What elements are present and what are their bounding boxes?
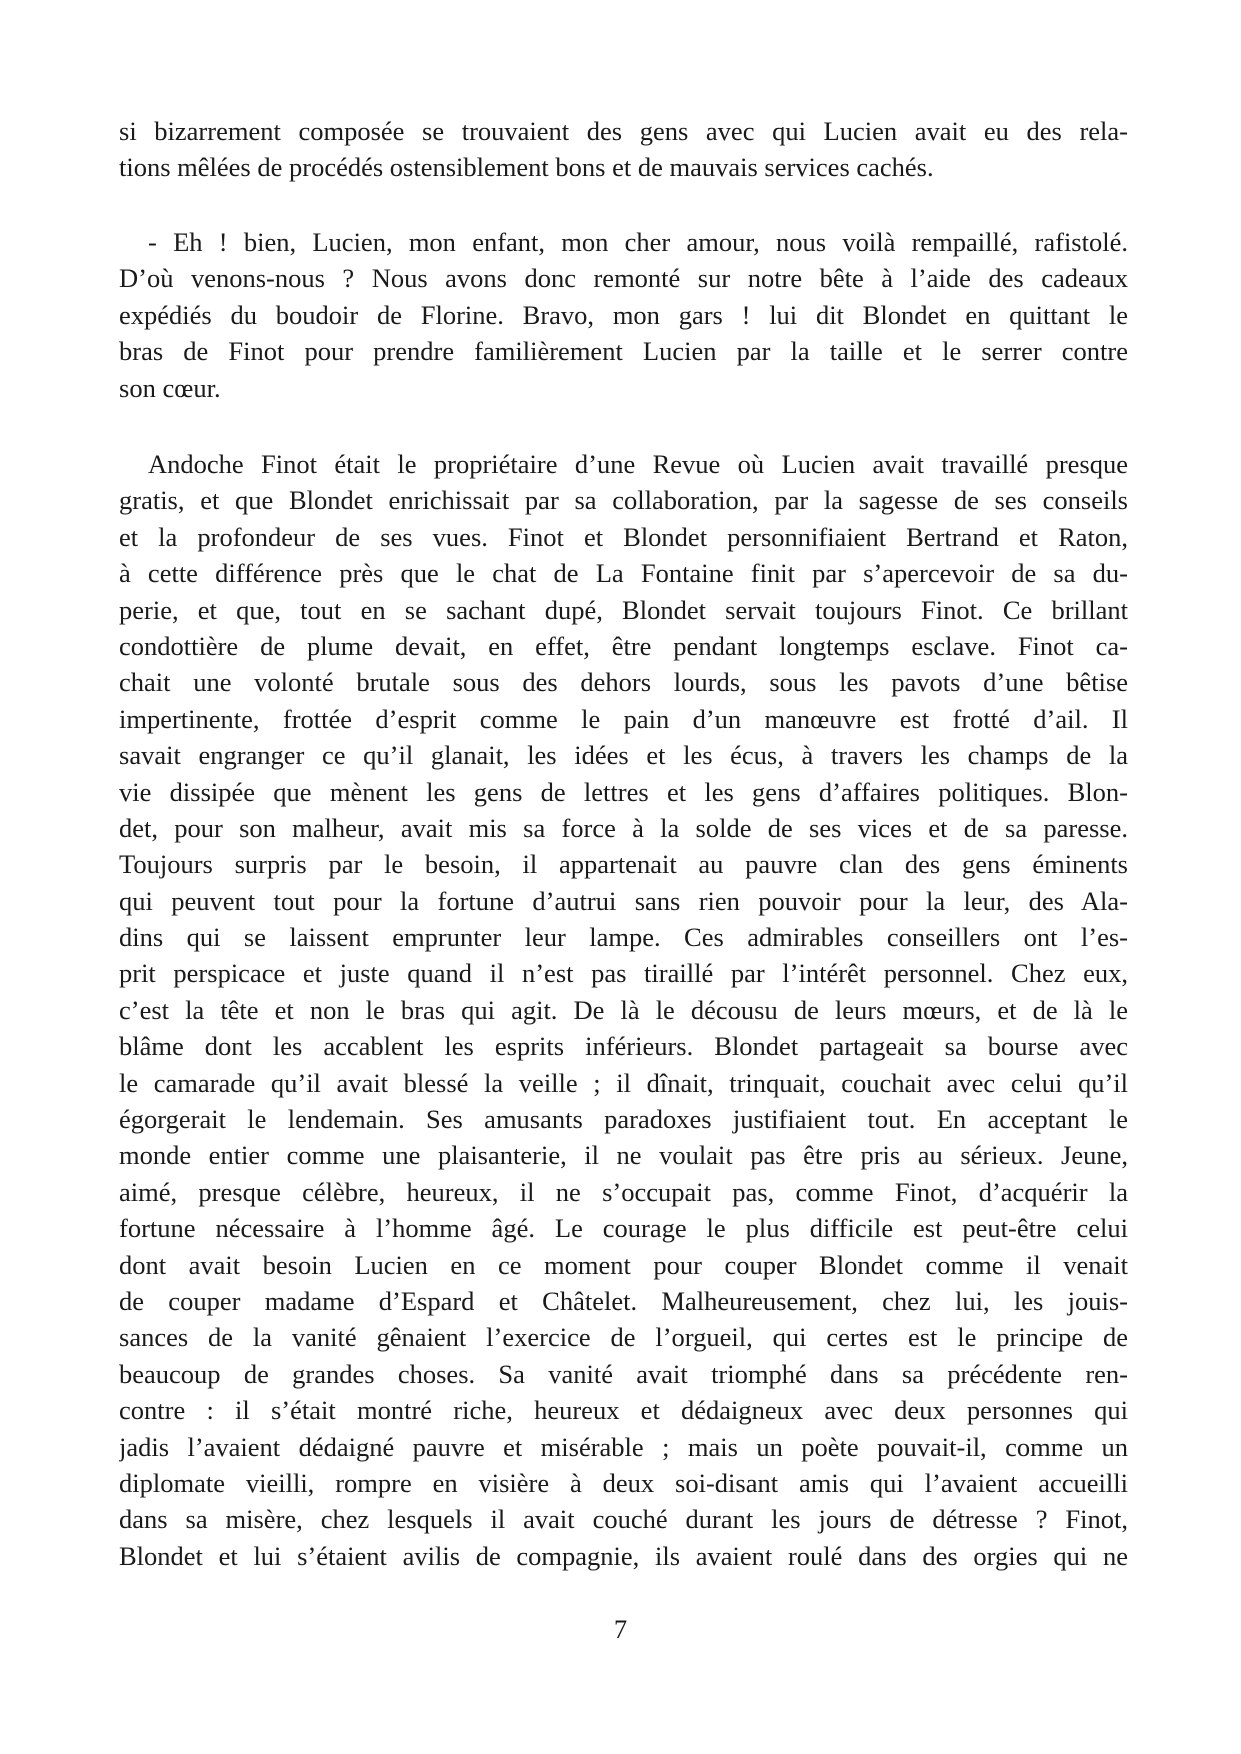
- text-line: son cœur.: [119, 372, 221, 403]
- text-line: Andoche Finot était le propriétaire d’une Revue où Lucien avait travaillé presque: [148, 449, 1128, 479]
- text-line: de couper madame d’Espard et Châtelet. Malheureusement, chez lui, les jouis-: [119, 1285, 1128, 1316]
- text-line: dont avait besoin Lucien en ce moment pour couper Blondet comme il venait: [119, 1249, 1128, 1280]
- text-line: monde entier comme une plaisanterie, il ne voulait pas être pris au sérieux. Jeune,: [119, 1140, 1128, 1171]
- text-line: beaucoup de grandes choses. Sa vanité avait triomphé dans sa précédente ren-: [119, 1358, 1128, 1389]
- text-line: D’où venons-nous ? Nous avons donc remonté sur notre bête à l’aide des cadeaux: [119, 263, 1128, 294]
- text-line: expédiés du boudoir de Florine. Bravo, mon gars ! lui dit Blondet en quittant le: [119, 299, 1128, 330]
- text-line: et la profondeur de ses vues. Finot et Blondet personnifiaient Bertrand et Raton,: [119, 521, 1128, 552]
- text-line: Toujours surpris par le besoin, il appartenait au pauvre clan des gens éminents: [119, 849, 1128, 880]
- text-line: blâme dont les accablent les esprits inférieurs. Blondet partageait sa bourse avec: [119, 1031, 1128, 1062]
- text-line: le camarade qu’il avait blessé la veille ; il dînait, trinquait, couchait avec celui qu’il: [119, 1067, 1128, 1098]
- text-line: qui peuvent tout pour la fortune d’autrui sans rien pouvoir pour la leur, des Ala-: [119, 885, 1128, 916]
- page-number: 7: [613, 1614, 628, 1644]
- text-line: contre : il s’était montré riche, heureux et dédaigneux avec deux personnes qui: [119, 1395, 1128, 1426]
- text-line: sances de la vanité gênaient l’exercice de l’orgueil, qui certes est le principe de: [119, 1322, 1128, 1353]
- text-line: diplomate vieilli, rompre en visière à deux soi-disant amis qui l’avaient accueilli: [119, 1467, 1128, 1498]
- text-line: si bizarrement composée se trouvaient des gens avec qui Lucien avait eu des rela-: [119, 116, 1128, 146]
- text-line: dans sa misère, chez lesquels il avait couché durant les jours de détresse ? Finot,: [119, 1504, 1128, 1535]
- text-line: - Eh ! bien, Lucien, mon enfant, mon cher amour, nous voilà rempaillé, rafistolé.: [148, 227, 1128, 257]
- text-line: tions mêlées de procédés ostensiblement bons et de mauvais services cachés.: [119, 152, 934, 183]
- text-line: gratis, et que Blondet enrichissait par sa collaboration, par la sagesse de ses conseils: [119, 485, 1128, 516]
- text-line: perie, et que, tout en se sachant dupé, Blondet servait toujours Finot. Ce brillant: [119, 594, 1128, 625]
- text-line: jadis l’avaient dédaigné pauvre et misérable ; mais un poète pouvait-il, comme un: [119, 1431, 1128, 1462]
- text-line: égorgerait le lendemain. Ses amusants paradoxes justifiaient tout. En acceptant le: [119, 1104, 1128, 1135]
- text-line: impertinente, frottée d’esprit comme le pain d’un manœuvre est frotté d’ail. Il: [119, 703, 1128, 734]
- text-line: à cette différence près que le chat de La Fontaine finit par s’apercevoir de sa du-: [119, 558, 1128, 589]
- text-line: Blondet et lui s’étaient avilis de compagnie, ils avaient roulé dans des orgies qui ne: [119, 1540, 1128, 1571]
- text-line: savait engranger ce qu’il glanait, les idées et les écus, à travers les champs de la: [119, 740, 1128, 771]
- text-line: c’est la tête et non le bras qui agit. De là le décousu de leurs mœurs, et de là le: [119, 994, 1128, 1025]
- text-line: vie dissipée que mènent les gens de lettres et les gens d’affaires politiques. Blon-: [119, 776, 1128, 807]
- text-line: dins qui se laissent emprunter leur lampe. Ces admirables conseillers ont l’es-: [119, 922, 1128, 953]
- text-line: det, pour son malheur, avait mis sa force à la solde de ses vices et de sa paresse.: [119, 812, 1128, 843]
- paragraph-andoche-finot: [119, 446, 1128, 1574]
- paragraph-continuation: [119, 113, 1128, 186]
- text-line: bras de Finot pour prendre familièrement Lucien par la taille et le serrer contre: [119, 336, 1128, 367]
- paragraph-dialogue: [119, 224, 1128, 406]
- text-line: prit perspicace et juste quand il n’est pas tiraillé par l’intérêt personnel. Chez eux,: [119, 958, 1128, 989]
- text-line: chait une volonté brutale sous des dehors lourds, sous les pavots d’une bêtise: [119, 667, 1128, 698]
- text-line: condottière de plume devait, en effet, être pendant longtemps esclave. Finot ca-: [119, 630, 1128, 661]
- text-line: fortune nécessaire à l’homme âgé. Le courage le plus difficile est peut-être celui: [119, 1213, 1128, 1244]
- text-line: aimé, presque célèbre, heureux, il ne s’occupait pas, comme Finot, d’acquérir la: [119, 1176, 1128, 1207]
